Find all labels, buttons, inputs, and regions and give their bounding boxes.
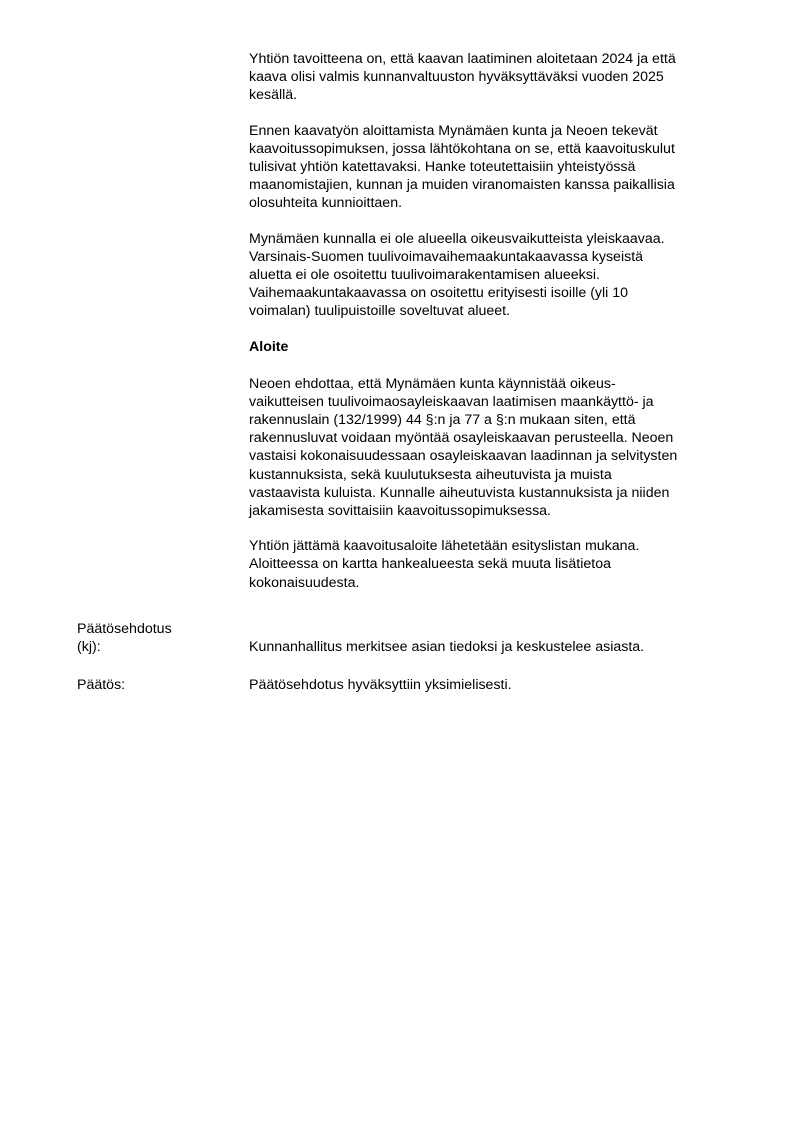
text-line: tulisivat yhtiön katettavaksi. Hanke toteutettaisiin yhteistyössä bbox=[249, 159, 636, 176]
text-line: Yhtiön tavoitteena on, että kaavan laatiminen aloitetaan 2024 ja että bbox=[249, 51, 676, 67]
proposal-text bbox=[249, 638, 749, 656]
proposal-label-line1: Päätösehdotus bbox=[77, 621, 172, 637]
text-line: olosuhteita kunnioittaen. bbox=[249, 195, 403, 212]
main-text-column bbox=[249, 50, 739, 609]
decision-text-line: Päätösehdotus hyväksyttiin yksimielisesti. bbox=[249, 677, 512, 693]
text-line: Yhtiön jättämä kaavoitusaloite lähetetään esityslistan mukana. bbox=[249, 538, 640, 555]
text-line: jakamisesta sovittaisiin kaavoitussopimuksessa. bbox=[249, 503, 552, 520]
text-line: rakennusluvat voidaan myöntää osayleiskaavan perusteella. Neoen bbox=[249, 430, 674, 447]
text-line: rakennuslain (132/1999) 44 §:n ja 77 a §:n mukaan siten, että bbox=[249, 412, 636, 429]
intro-paragraph-zoning bbox=[249, 230, 739, 321]
text-line: vastaavista kuluista. Kunnalle aiheutuvista kustannuksista ja niiden bbox=[249, 484, 670, 501]
proposal-text-line: Kunnanhallitus merkitsee asian tiedoksi ja keskustelee asiasta. bbox=[249, 639, 645, 656]
intro-paragraph-agreement bbox=[249, 122, 739, 213]
text-line: kaava olisi valmis kunnanvaltuuston hyväksyttäväksi vuoden 2025 bbox=[249, 69, 664, 86]
text-line: Neoen ehdottaa, että Mynämäen kunta käynnistää oikeus- bbox=[249, 375, 616, 392]
decision-label bbox=[77, 676, 237, 694]
text-line: kesällä. bbox=[249, 87, 298, 104]
text-line: voimalan) tuulipuistoille soveltuvat alueet. bbox=[249, 303, 511, 320]
aloite-paragraph-proposal bbox=[249, 375, 739, 521]
decision-text bbox=[249, 676, 749, 694]
text-line: kokonaisuudesta. bbox=[249, 574, 360, 591]
text-line: kaavoitussopimuksen, jossa lähtökohtana on se, että kaavoituskulut bbox=[249, 140, 675, 157]
section-heading-aloite: Aloite bbox=[249, 338, 289, 355]
text-line: Vaihemaakuntakaavassa on osoitettu erityisesti isoille (yli 10 bbox=[249, 285, 629, 302]
text-line: Aloitteessa on kartta hankealueesta sekä muuta lisätietoa bbox=[249, 556, 612, 573]
text-line: Varsinais-Suomen tuulivoimavaihemaakuntakaavassa kyseistä bbox=[249, 248, 644, 265]
intro-paragraph-goal bbox=[249, 50, 739, 105]
text-line: maanomistajien, kunnan ja muiden viranomaisten kanssa paikallisia bbox=[249, 177, 675, 194]
proposal-label bbox=[77, 620, 237, 656]
text-line: vastaisi kokonaisuudessaan osayleiskaavan laadinnan ja selvitysten bbox=[249, 448, 678, 465]
decision-label-line: Päätös: bbox=[77, 677, 126, 693]
text-line: Ennen kaavatyön aloittamista Mynämäen kunta ja Neoen tekevät bbox=[249, 122, 658, 139]
text-line: kustannuksista, sekä kuulutuksesta aiheutuvista ja muista bbox=[249, 466, 612, 483]
text-line: vaikutteisen tuulivoimaosayleiskaavan laatimisen maankäyttö- ja bbox=[249, 393, 654, 410]
text-line: aluetta ei ole osoitettu tuulivoimarakentamisen alueeksi. bbox=[249, 267, 600, 284]
proposal-label-line2: (kj): bbox=[77, 639, 101, 656]
aloite-paragraph-attachment bbox=[249, 537, 739, 592]
text-line: Mynämäen kunnalla ei ole alueella oikeusvaikutteista yleiskaavaa. bbox=[249, 230, 665, 247]
